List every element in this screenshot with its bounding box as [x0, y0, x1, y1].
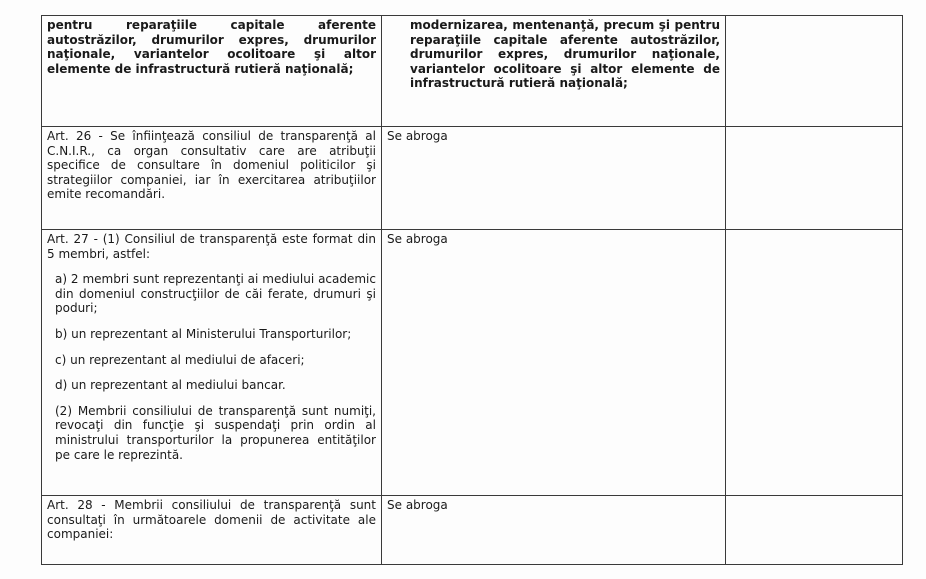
article-item: b) un reprezentant al Ministerului Transporturilor;	[55, 326, 352, 341]
comparison-table	[41, 15, 903, 565]
notes-cell	[726, 230, 903, 496]
notes-cell	[726, 127, 903, 230]
article-item: (2) Membrii consiliului de transparenţă sunt numiţi, revocaţi din funcţie şi suspendaţi prin ordin al ministrului transporturilor la propunerea entităţilor pe care le reprezintă.	[55, 403, 376, 462]
article-item: c) un reprezentant al mediului de afaceri;	[55, 352, 305, 367]
proposed-text-cell: modernizarea, mentenanţă, precum şi pentru reparaţiile capitale aferente autostrăzilor, drumurilor expres, drumurilor naţionale, variantelor ocolitoare şi altor elemente de infrastructură rutieră naţională;	[382, 16, 726, 127]
current-text-cell: Art. 26 - Se înfiinţează consiliul de transparenţă al C.N.I.R., ca organ consultativ care are atribuţii specifice de consultare în domeniul politicilor şi strategiilor companiei, iar în exercitarea atribuţiilor emite recomandări.	[42, 127, 382, 230]
table-row	[42, 127, 903, 230]
article-item: d) un reprezentant al mediului bancar.	[55, 378, 286, 393]
table-row	[42, 230, 903, 496]
proposed-text-cell: Se abroga	[382, 127, 726, 230]
current-text-cell: Art. 28 - Membrii consiliului de transparenţă sunt consultaţi în următoarele domenii de activitate ale companiei:	[42, 496, 382, 565]
table-row	[42, 496, 903, 565]
article-intro: Art. 27 - (1) Consiliul de transparenţă este format din 5 membri, astfel:	[47, 232, 376, 261]
current-text-cell	[42, 230, 382, 496]
proposed-text-cell: Se abroga	[382, 230, 726, 496]
current-text-cell: pentru reparaţiile capitale aferente autostrăzilor, drumurilor expres, drumurilor naţionale, variantelor ocolitoare şi altor elemente de infrastructură rutieră naţională;	[42, 16, 382, 127]
article-item: a) 2 membri sunt reprezentanţi ai mediului academic din domeniul construcţiilor de căi ferate, drumuri şi poduri;	[55, 272, 376, 316]
notes-cell	[726, 496, 903, 565]
table-row	[42, 16, 903, 127]
notes-cell	[726, 16, 903, 127]
proposed-text-cell: Se abroga	[382, 496, 726, 565]
